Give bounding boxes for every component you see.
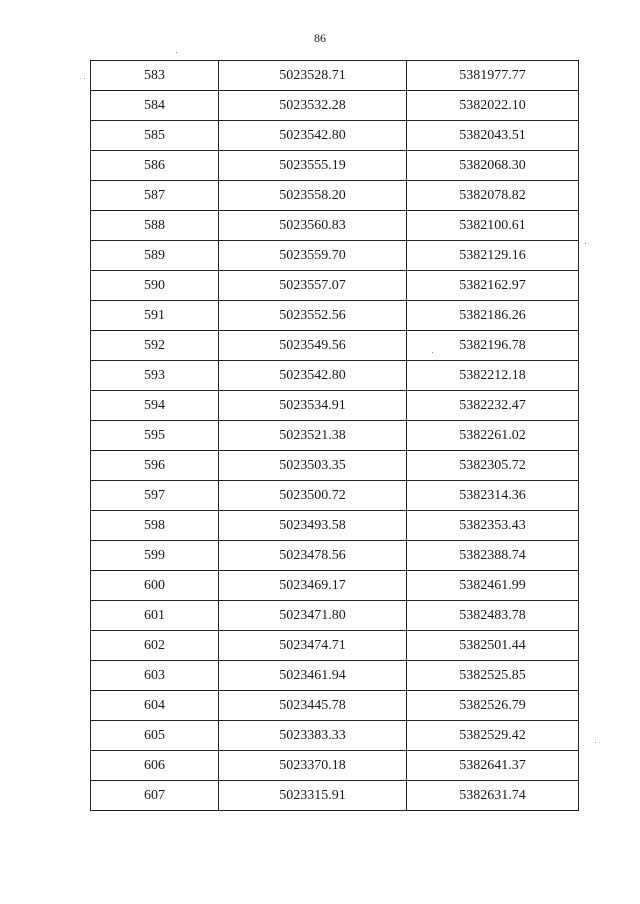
table-row [91, 751, 579, 781]
x-coordinate-cell: 5023542.80 [219, 361, 407, 391]
x-coordinate-cell: 5023532.28 [219, 91, 407, 121]
table-row [91, 631, 579, 661]
y-coordinate-cell: 5382100.61 [407, 211, 579, 241]
table-row [91, 211, 579, 241]
y-coordinate-cell: 5382186.26 [407, 301, 579, 331]
x-coordinate-cell: 5023471.80 [219, 601, 407, 631]
point-number-cell: 588 [91, 211, 219, 241]
x-coordinate-cell: 5023557.07 [219, 271, 407, 301]
y-coordinate-cell: 5382314.36 [407, 481, 579, 511]
point-number-cell: 592 [91, 331, 219, 361]
x-coordinate-cell: 5023500.72 [219, 481, 407, 511]
scan-speck [585, 243, 586, 244]
y-coordinate-cell: 5382631.74 [407, 781, 579, 811]
point-number-cell: 594 [91, 391, 219, 421]
x-coordinate-cell: 5023542.80 [219, 121, 407, 151]
point-number-cell: 589 [91, 241, 219, 271]
y-coordinate-cell: 5382529.42 [407, 721, 579, 751]
x-coordinate-cell: 5023461.94 [219, 661, 407, 691]
table-row [91, 61, 579, 91]
point-number-cell: 593 [91, 361, 219, 391]
x-coordinate-cell: 5023549.56 [219, 331, 407, 361]
x-coordinate-cell: 5023521.38 [219, 421, 407, 451]
point-number-cell: 587 [91, 181, 219, 211]
point-number-cell: 604 [91, 691, 219, 721]
x-coordinate-cell: 5023445.78 [219, 691, 407, 721]
table-row [91, 541, 579, 571]
point-number-cell: 606 [91, 751, 219, 781]
point-number-cell: 605 [91, 721, 219, 751]
y-coordinate-cell: 5382305.72 [407, 451, 579, 481]
x-coordinate-cell: 5023528.71 [219, 61, 407, 91]
table-row [91, 781, 579, 811]
table-row [91, 121, 579, 151]
x-coordinate-cell: 5023370.18 [219, 751, 407, 781]
coordinates-table-body [91, 61, 579, 811]
point-number-cell: 583 [91, 61, 219, 91]
table-row [91, 511, 579, 541]
table-row [91, 661, 579, 691]
y-coordinate-cell: 5382261.02 [407, 421, 579, 451]
y-coordinate-cell: 5382641.37 [407, 751, 579, 781]
y-coordinate-cell: 5382461.99 [407, 571, 579, 601]
y-coordinate-cell: 5382043.51 [407, 121, 579, 151]
table-row [91, 571, 579, 601]
table-row [91, 451, 579, 481]
x-coordinate-cell: 5023503.35 [219, 451, 407, 481]
point-number-cell: 585 [91, 121, 219, 151]
table-row [91, 271, 579, 301]
x-coordinate-cell: 5023559.70 [219, 241, 407, 271]
x-coordinate-cell: 5023315.91 [219, 781, 407, 811]
point-number-cell: 607 [91, 781, 219, 811]
x-coordinate-cell: 5023478.56 [219, 541, 407, 571]
y-coordinate-cell: 5381977.77 [407, 61, 579, 91]
table-row [91, 91, 579, 121]
scan-speck [595, 742, 596, 743]
scan-speck [84, 78, 85, 79]
y-coordinate-cell: 5382232.47 [407, 391, 579, 421]
y-coordinate-cell: 5382212.18 [407, 361, 579, 391]
coordinates-table [90, 60, 579, 811]
table-row [91, 721, 579, 751]
table-row [91, 151, 579, 181]
point-number-cell: 595 [91, 421, 219, 451]
point-number-cell: 590 [91, 271, 219, 301]
x-coordinate-cell: 5023534.91 [219, 391, 407, 421]
x-coordinate-cell: 5023555.19 [219, 151, 407, 181]
point-number-cell: 602 [91, 631, 219, 661]
x-coordinate-cell: 5023383.33 [219, 721, 407, 751]
y-coordinate-cell: 5382526.79 [407, 691, 579, 721]
y-coordinate-cell: 5382022.10 [407, 91, 579, 121]
scan-speck [432, 352, 433, 353]
y-coordinate-cell: 5382483.78 [407, 601, 579, 631]
table-row [91, 361, 579, 391]
y-coordinate-cell: 5382353.43 [407, 511, 579, 541]
x-coordinate-cell: 5023474.71 [219, 631, 407, 661]
x-coordinate-cell: 5023560.83 [219, 211, 407, 241]
point-number-cell: 601 [91, 601, 219, 631]
y-coordinate-cell: 5382078.82 [407, 181, 579, 211]
point-number-cell: 584 [91, 91, 219, 121]
table-row [91, 421, 579, 451]
y-coordinate-cell: 5382388.74 [407, 541, 579, 571]
page-number: 86 [314, 31, 326, 45]
point-number-cell: 596 [91, 451, 219, 481]
point-number-cell: 603 [91, 661, 219, 691]
y-coordinate-cell: 5382196.78 [407, 331, 579, 361]
scan-speck [176, 52, 177, 53]
table-row [91, 691, 579, 721]
point-number-cell: 598 [91, 511, 219, 541]
point-number-cell: 600 [91, 571, 219, 601]
table-row [91, 181, 579, 211]
point-number-cell: 586 [91, 151, 219, 181]
x-coordinate-cell: 5023493.58 [219, 511, 407, 541]
point-number-cell: 591 [91, 301, 219, 331]
y-coordinate-cell: 5382525.85 [407, 661, 579, 691]
table-row [91, 601, 579, 631]
y-coordinate-cell: 5382162.97 [407, 271, 579, 301]
y-coordinate-cell: 5382501.44 [407, 631, 579, 661]
table-row [91, 301, 579, 331]
table-row [91, 241, 579, 271]
table-row [91, 331, 579, 361]
x-coordinate-cell: 5023552.56 [219, 301, 407, 331]
x-coordinate-cell: 5023558.20 [219, 181, 407, 211]
point-number-cell: 599 [91, 541, 219, 571]
y-coordinate-cell: 5382129.16 [407, 241, 579, 271]
table-row [91, 481, 579, 511]
y-coordinate-cell: 5382068.30 [407, 151, 579, 181]
x-coordinate-cell: 5023469.17 [219, 571, 407, 601]
point-number-cell: 597 [91, 481, 219, 511]
table-row [91, 391, 579, 421]
